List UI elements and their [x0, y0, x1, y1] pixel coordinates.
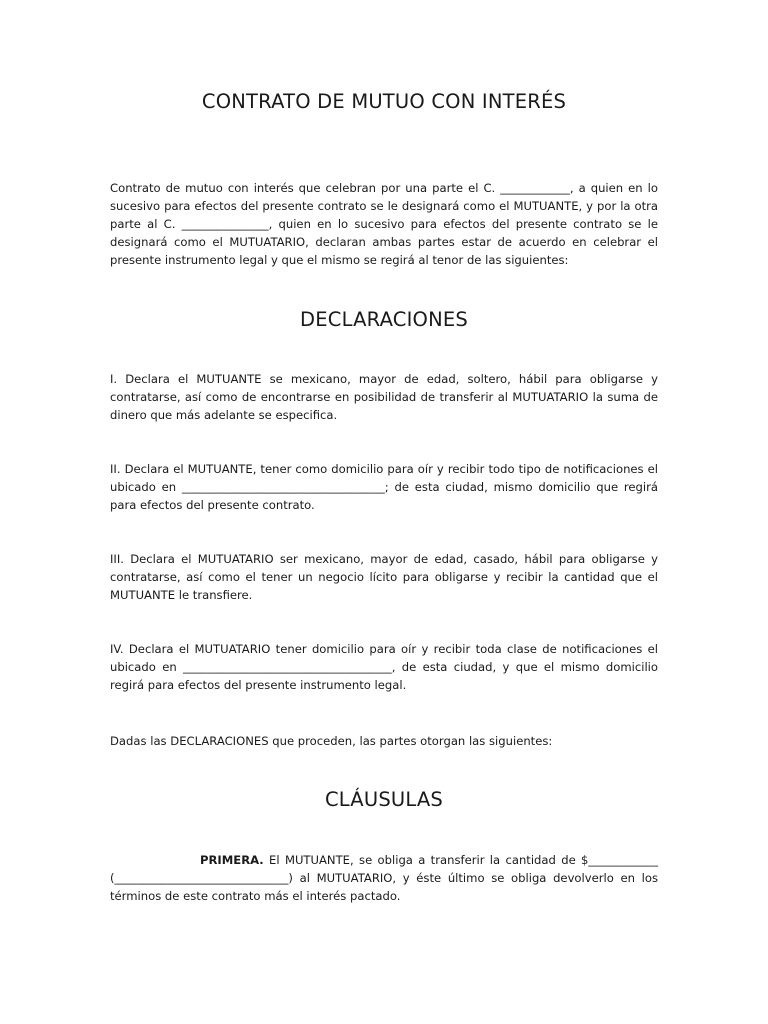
declarations-heading: DECLARACIONES	[300, 308, 468, 331]
clause-primera	[110, 851, 658, 905]
intro-paragraph: Contrato de mutuo con interés que celebran por una parte el C. ____________, a quien en lo sucesivo para efectos del presente contrato se le designará como el MUTUANTE, y por la otra parte al C. _______________, quien en lo sucesivo para efectos del presente contrato se le designará como el MUTUATARIO, declaran ambas partes estar de acuerdo en celebrar el presente instrumento legal y que el mismo se regirá al tenor de las siguientes:	[110, 181, 658, 267]
declarations-transition: Dadas las DECLARACIONES que proceden, las partes otorgan las siguientes:	[110, 734, 553, 748]
declaration-ii: II. Declara el MUTUANTE, tener como domicilio para oír y recibir todo tipo de notificaciones el ubicado en ___________________________________; de esta ciudad, mismo domicilio que regirá para efectos del presente contrato.	[110, 462, 658, 512]
clause-text: El MUTUANTE, se obliga a transferir la cantidad de $____________ (______________________________) al MUTUATARIO, y éste último se obliga devolverlo en los términos de este contrato más el interés pactado.	[110, 853, 658, 903]
document-title: CONTRATO DE MUTUO CON INTERÉS	[201, 90, 567, 113]
declaration-iv: IV. Declara el MUTUATARIO tener domicilio para oír y recibir toda clase de notificaciones el ubicado en ____________________________________, de esta ciudad, y que el mismo domicilio regirá para efectos del presente instrumento legal.	[110, 642, 658, 692]
clause-label: PRIMERA.	[200, 853, 264, 867]
declaration-i: I. Declara el MUTUANTE se mexicano, mayor de edad, soltero, hábil para obligarse y contratarse, así como de encontrarse en posibilidad de transferir al MUTUATARIO la suma de dinero que más adelante se especifica.	[110, 372, 658, 422]
declaration-iii: III. Declara el MUTUATARIO ser mexicano, mayor de edad, casado, hábil para obligarse y contratarse, así como el tener un negocio lícito para obligarse y recibir la cantidad que el MUTUANTE le transfiere.	[110, 552, 658, 602]
clauses-heading: CLÁUSULAS	[324, 788, 444, 811]
